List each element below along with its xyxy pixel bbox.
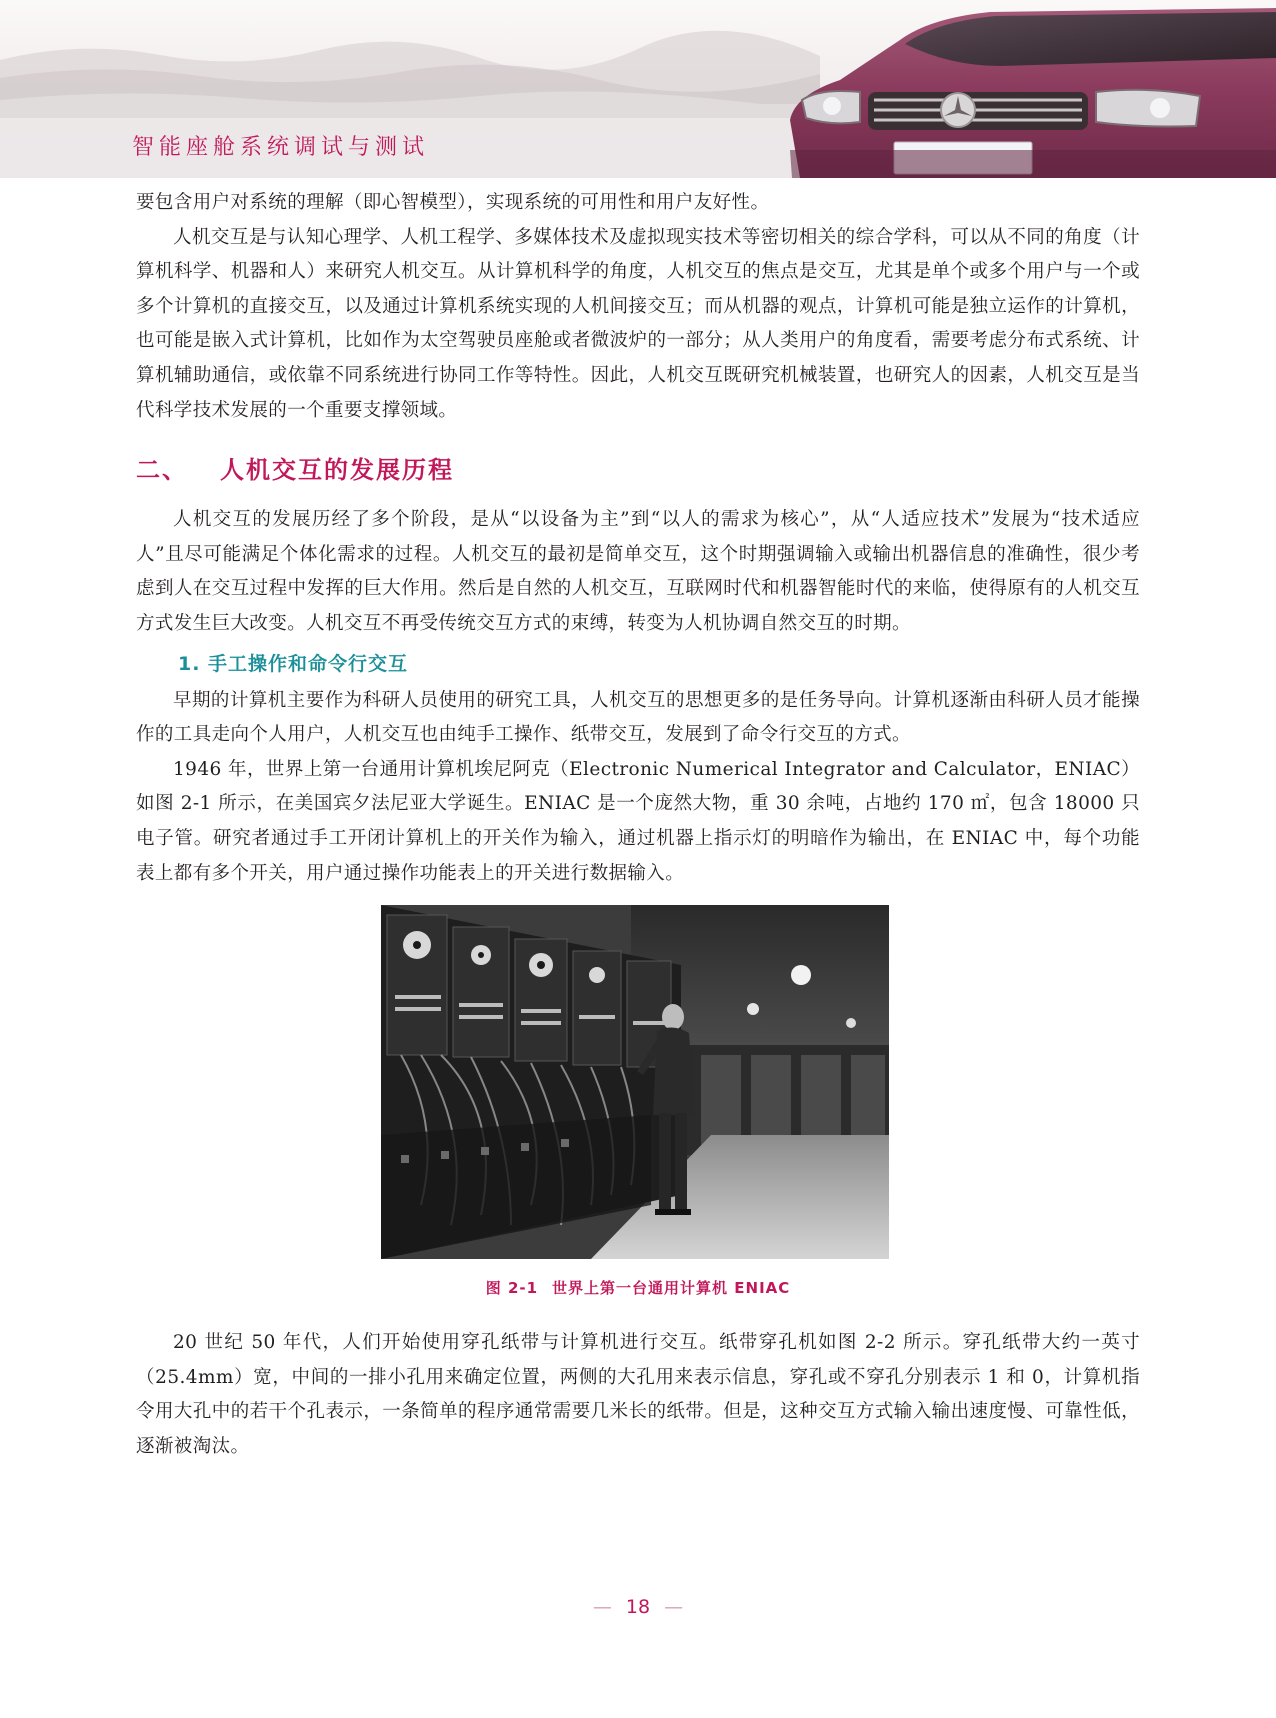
eniac-photo: [381, 905, 889, 1259]
figure-2-1: [136, 905, 1140, 1298]
paragraph-hci-history: 人机交互的发展历经了多个阶段，是从“以设备为主”到“以人的需求为核心”，从“人适应技术”发展为“技术适应人”且尽可能满足个体化需求的过程。人机交互的最初是简单交互，这个时期强调输入或输出机器信息的准确性，很少考虑到人在交互过程中发挥的巨大作用。然后是自然的人机交互，互联网时代和机器智能时代的来临，使得原有的人机交互方式发生巨大改变。人机交互不再受传统交互方式的束缚，转变为人机协调自然交互的时期。: [136, 509, 1140, 634]
page-content: [136, 186, 1140, 1464]
header-banner: [0, 0, 1276, 178]
page-number-dash-right: —: [664, 1596, 684, 1618]
section-heading: [136, 450, 1140, 485]
page-number-value: 18: [625, 1596, 651, 1618]
book-title: 智能座舱系统调试与测试: [132, 135, 430, 160]
figure-caption-text: 世界上第一台通用计算机 ENIAC: [552, 1279, 791, 1298]
paragraph-hci-definition: 人机交互是与认知心理学、人机工程学、多媒体技术及虚拟现实技术等密切相关的综合学科，可以从不同的角度（计算机科学、机器和人）来研究人机交互。从计算机科学的角度，人机交互的焦点是交互，尤其是单个或多个用户与一个或多个计算机的直接交互，以及通过计算机系统实现的人机间接交互；而从机器的观点，计算机可能是独立运作的计算机，也可能是嵌入式计算机，比如作为太空驾驶员座舱或者微波炉的一部分；从人类用户的角度看，需要考虑分布式系统、计算机辅助通信，或依靠不同系统进行协同工作等特性。因此，人机交互既研究机械装置，也研究人的因素，人机交互是当代科学技术发展的一个重要支撑领域。: [136, 226, 1140, 421]
paragraph-eniac: 1946 年，世界上第一台通用计算机埃尼阿克（Electronic Numerical Integrator and Calculator，ENIAC）如图 2-1 所示，在美国宾夕法尼亚大学诞生。ENIAC 是一个庞然大物，重 30 余吨，占地约 170 ㎡，包含 18000 只电子管。研究者通过手工开闭计算机上的开关作为输入，通过机器上指示灯的明暗作为输出，在 ENIAC 中，每个功能表上都有多个开关，用户通过操作功能表上的开关进行数据输入。: [136, 758, 1140, 884]
paragraph-punched-tape: 20 世纪 50 年代，人们开始使用穿孔纸带与计算机进行交互。纸带穿孔机如图 2-2 所示。穿孔纸带大约一英寸（25.4mm）宽，中间的一排小孔用来确定位置，两侧的大孔用来表示信息，穿孔或不穿孔分别表示 1 和 0，计算机指令用大孔中的若干个孔表示，一条简单的程序通常需要几米长的纸带。但是，这种交互方式输入输出速度慢、可靠性低，逐渐被淘汰。: [136, 1332, 1140, 1457]
page-number: [0, 1596, 1276, 1618]
paragraph-early-computers: 早期的计算机主要作为科研人员使用的研究工具，人机交互的思想更多的是任务导向。计算机逐渐由科研人员才能操作的工具走向个人用户，人机交互也由纯手工操作、纸带交互，发展到了命令行交互的方式。: [136, 689, 1140, 746]
section-number: 二、: [136, 456, 188, 485]
section-title: 人机交互的发展历程: [220, 456, 454, 485]
paragraph-intro-continued: 要包含用户对系统的理解（即心智模型），实现系统的可用性和用户友好性。: [136, 192, 770, 213]
figure-caption: [136, 1277, 1140, 1298]
subsection-heading: 1. 手工操作和命令行交互: [178, 652, 409, 675]
page-number-dash-left: —: [592, 1596, 612, 1618]
figure-number: 图 2-1: [485, 1279, 539, 1298]
